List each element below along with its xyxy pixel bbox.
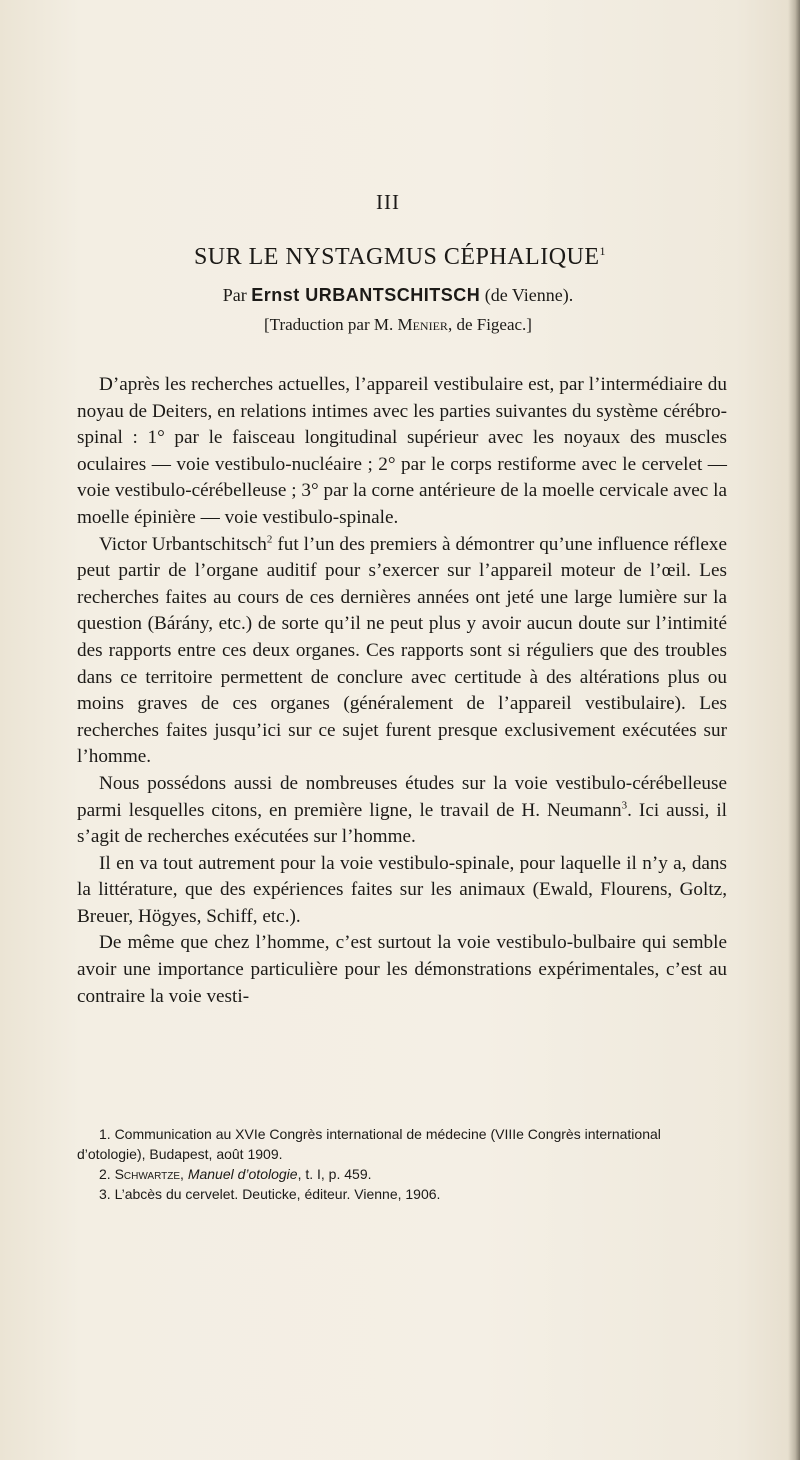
paragraph-2 bbox=[77, 532, 727, 771]
author-line bbox=[0, 285, 796, 306]
paragraph-1 bbox=[77, 372, 727, 532]
title-footnote-marker: 1 bbox=[599, 244, 607, 258]
translator-before: [Traduction par M. bbox=[264, 315, 394, 334]
paragraph-text: . Ici aussi, il s’agit de recherches exécutées sur l’homme. bbox=[77, 799, 727, 848]
footnote-2-rest: , t. I, p. 459. bbox=[297, 1166, 372, 1182]
translator-after: , de Figeac.] bbox=[447, 315, 532, 334]
footnote-1: 1. Communication au XVIe Congrès international de médecine (VIIIe Congrès international d’otologie), Budapest, août 1909. bbox=[77, 1126, 661, 1162]
body-text bbox=[77, 372, 727, 1010]
footnotes bbox=[77, 1124, 727, 1204]
chapter-number: III bbox=[376, 190, 400, 214]
paragraph-text: Il en va tout autrement pour la voie vestibulo-spinale, pour laquelle il n’y a, dans la littérature, que des expériences faites sur les animaux (Ewald, Flourens, Goltz, Breuer, Högyes, Schiff, etc.). bbox=[77, 852, 727, 927]
footnote-2-author: Schwartze bbox=[114, 1166, 181, 1182]
footnote-marker: 3 bbox=[621, 799, 628, 812]
translator-name: Menier bbox=[397, 315, 448, 334]
page-edge-shadow bbox=[788, 0, 800, 1460]
footnote-2-number: 2. bbox=[99, 1166, 111, 1182]
author-prefix: Par bbox=[222, 285, 247, 305]
paragraph-text: De même que chez l’homme, c’est surtout la voie vestibulo-bulbaire qui semble avoir une importance particulière pour les démonstrations expérimentales, c’est au contraire la voie vesti- bbox=[77, 932, 727, 1007]
paragraph-4 bbox=[77, 851, 727, 931]
article-title bbox=[0, 244, 800, 271]
paragraph-text: Victor Urbantschitsch bbox=[99, 533, 267, 555]
paragraph-text: D’après les recherches actuelles, l’appareil vestibulaire est, par l’intermédiaire du noyau de Deiters, en relations intimes avec les parties suivantes du système cérébro-spinal : 1° par le faisceau longitudinal supérieur avec les noyaux des muscles oculaires — voie vestibulo-nucléaire ; 2° par le corps restiforme avec le cervelet — voie vestibulo-cérébelleuse ; 3° par la corne antérieure de la moelle cervicale avec la moelle épinière — voie vestibulo-spinale. bbox=[77, 374, 727, 528]
paragraph-text: Nous possédons aussi de nombreuses études sur la voie vestibulo-cérébelleuse parmi lesquelles citons, en première ligne, le travail de H. Neumann bbox=[77, 772, 727, 821]
paragraph-3 bbox=[77, 771, 727, 851]
footnote-2-work: Manuel d’otologie bbox=[187, 1166, 298, 1182]
translator-line bbox=[0, 315, 796, 335]
author-name: Ernst URBANTSCHITSCH bbox=[251, 285, 481, 305]
footnote-2 bbox=[77, 1164, 727, 1184]
article-title-text: SUR LE NYSTAGMUS CÉPHALIQUE bbox=[193, 244, 600, 270]
footnote-marker: 2 bbox=[266, 533, 273, 546]
paragraph-5 bbox=[77, 930, 727, 1010]
footnote-3: 3. L’abcès du cervelet. Deuticke, éditeur. Vienne, 1906. bbox=[99, 1186, 441, 1202]
footnote-2-sep: , bbox=[180, 1166, 184, 1182]
author-affiliation: (de Vienne). bbox=[484, 285, 574, 305]
paragraph-text: fut l’un des premiers à démontrer qu’une influence réflexe peut partir de l’organe auditif pour s’exercer sur l’appareil moteur de l’œil. Les recherches faites au cours de ces dernières années ont jeté une large lumière sur la question (Bárány, etc.) de sorte qu’il ne peut plus y avoir aucun doute sur l’intimité des rapports entre ces deux organes. Ces rapports sont si réguliers que des troubles dans ce territoire permettent de conclure avec certitude à des altérations plus ou moins graves de ces organes (généralement de l’appareil vestibulaire). Les recherches faites jusqu’ici sur ce sujet furent presque exclusivement exécutées sur l’homme. bbox=[77, 533, 727, 768]
